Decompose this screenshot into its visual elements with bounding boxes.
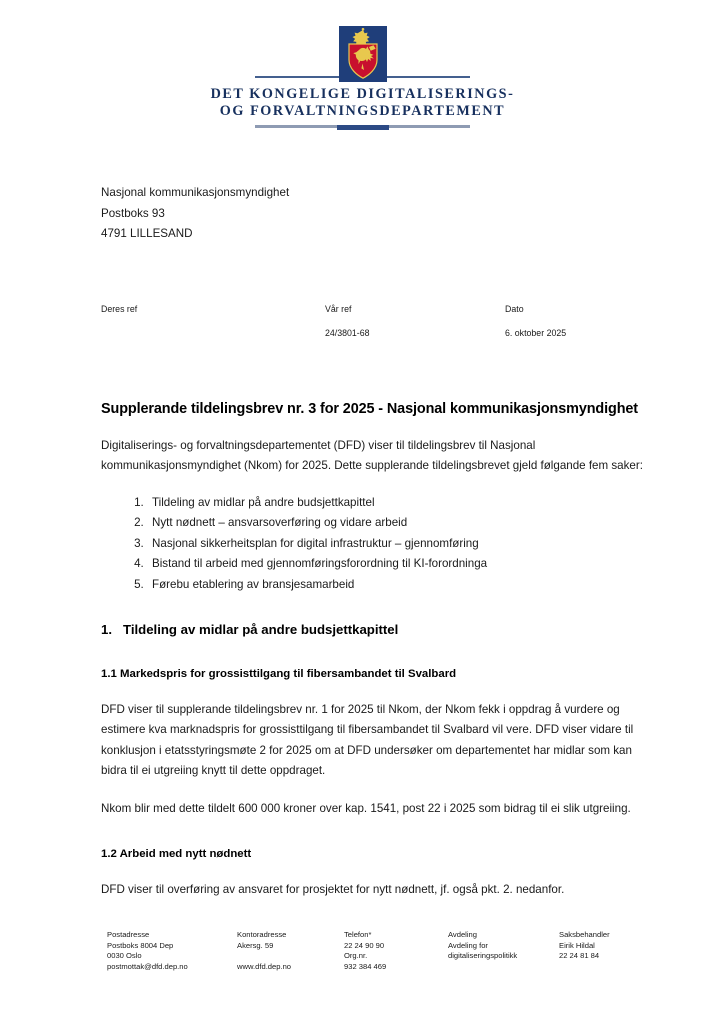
paragraph-1-1-b: Nkom blir med dette tildelt 600 000 kroner over kap. 1541, post 22 i 2025 som bidrag til ei slik utgreiing.: [101, 802, 631, 816]
reference-var-ref: [325, 303, 370, 340]
list-item: 2. Nytt nødnett – ansvarsoverføring og vidare arbeid: [147, 513, 643, 534]
footer-heading: Telefon*: [344, 930, 372, 939]
norwegian-coat-of-arms-icon: [339, 26, 387, 82]
footer-email: postmottak@dfd.dep.no: [107, 961, 188, 971]
reference-dato: [505, 303, 566, 340]
footer-line: 0030 Oslo: [107, 951, 142, 961]
var-ref-label: Vår ref: [325, 303, 352, 314]
deres-ref-label: Deres ref: [101, 303, 138, 314]
var-ref-value: 24/3801-68: [325, 327, 370, 338]
reference-deres-ref: [101, 303, 137, 327]
list-item: 1. Tildeling av midlar på andre budsjettkapittel: [147, 493, 643, 514]
footer-heading: Postadresse: [107, 930, 150, 939]
footer-line: Org.nr.: [344, 951, 368, 961]
letterhead-rule-right: [385, 76, 470, 78]
addressee-block: [101, 183, 643, 245]
footer-spacer: [237, 951, 291, 962]
section-1-heading: [101, 620, 643, 640]
page-title: Supplerande tildelingsbrev nr. 3 for 2025 - Nasjonal kommunikasjonsmyndighet: [101, 400, 638, 417]
addressee-line-3: 4791 LILLESAND: [101, 227, 193, 240]
footer-line: Avdeling for: [448, 940, 488, 950]
paragraph-1-2-a: DFD viser til overføring av ansvaret for prosjektet for nytt nødnett, jf. også pkt. 2. nedanfor.: [101, 882, 565, 896]
footer-column-avdeling: [448, 930, 517, 962]
intro-paragraph: Digitaliserings- og forvaltningsdepartementet (DFD) viser til tildelingsbrev til Nasjonal kommunikasjonsmyndighet (Nkom) for 2025. Dette supplerande tildelingsbrevet gjeld følgande fem saker:: [101, 438, 643, 473]
paragraph-1-1-a: DFD viser til supplerande tildelingsbrev nr. 1 for 2025 til Nkom, der Nkom fekk i oppdrag å vurdere og estimere kva marknadspris for grossisttilgang til fibersambandet til Svalbard vil vere. DFD viser vidare til konklusjon i etatsstyringsmøte 2 for 2025 om at DFD undersøker om departementet har midlar som kan bidra til ei utgreiing knytt til dette oppdraget.: [101, 702, 634, 778]
letterhead-rule-left: [255, 76, 340, 78]
list-item: 5. Førebu etablering av bransjesamarbeid: [147, 575, 643, 596]
footer-line: Postboks 8004 Dep: [107, 940, 174, 950]
document-content: [101, 183, 643, 900]
section-1-number: 1.: [101, 621, 112, 637]
saker-list: [101, 493, 643, 596]
department-wordmark: [0, 86, 725, 120]
reference-block: [101, 303, 643, 349]
subsection-1-2-heading: 1.2 Arbeid med nytt nødnett: [101, 847, 252, 860]
list-item: 4. Bistand til arbeid med gjennomføringsforordning til KI-forordninga: [147, 554, 643, 575]
footer-line: Eirik Hildal: [559, 940, 595, 950]
footer-column-postadresse: [107, 930, 188, 972]
addressee-line-2: Postboks 93: [101, 206, 165, 220]
footer-line: 22 24 81 84: [559, 951, 600, 961]
subsection-1-1-heading: 1.1 Markedspris for grossisttilgang til fibersambandet til Svalbard: [101, 667, 457, 680]
wordmark-line-1: DET KONGELIGE DIGITALISERINGS-: [210, 86, 515, 102]
footer-line: 932 384 469: [344, 961, 387, 971]
footer-column-kontoradresse: [237, 930, 291, 972]
wordmark-line-2: OG FORVALTNINGSDEPARTEMENT: [219, 103, 506, 119]
footer-line: digitaliseringspolitikk: [448, 951, 518, 961]
footer-heading: Saksbehandler: [559, 930, 610, 939]
page-footer: [107, 930, 647, 978]
letterhead-rule-bottom: [255, 125, 470, 128]
footer-line: Akersg. 59: [237, 940, 274, 950]
footer-column-saksbehandler: [559, 930, 610, 962]
list-item: 3. Nasjonal sikkerheitsplan for digital infrastruktur – gjennomføring: [147, 534, 643, 555]
footer-column-telefon: [344, 930, 386, 972]
section-1-title: Tildeling av midlar på andre budsjettkapittel: [123, 621, 399, 637]
footer-heading: Avdeling: [448, 930, 477, 939]
footer-website: www.dfd.dep.no: [237, 961, 292, 971]
dato-value: 6. oktober 2025: [505, 327, 567, 338]
letterhead: [0, 26, 725, 128]
footer-line: 22 24 90 90: [344, 940, 385, 950]
dato-label: Dato: [505, 303, 524, 314]
footer-heading: Kontoradresse: [237, 930, 287, 939]
addressee-line-1: Nasjonal kommunikasjonsmyndighet: [101, 186, 290, 199]
emblem-container: [0, 26, 725, 82]
